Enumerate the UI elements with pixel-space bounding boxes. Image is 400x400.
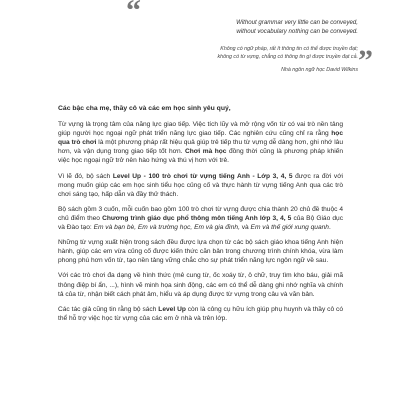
p1-text-e: đồng thời cũng là phương pháp khiến việc học ngoại ngữ trở nên hào hứng và thú vị hơn với trẻ. bbox=[58, 148, 343, 165]
p6-text-a: Các tác giả cũng tin rằng bộ sách bbox=[58, 305, 159, 313]
epigraph-quote bbox=[158, 2, 358, 73]
paragraph-1 bbox=[58, 120, 343, 165]
p1-bold-game-learning: học qua trò chơi bbox=[58, 130, 343, 147]
p3-text-c: của Bộ Giáo dục và Đào tạo: bbox=[58, 214, 343, 232]
p6-text-c: còn là công cụ hữu ích giúp phụ huynh và thầy cô có thể hỗ trợ việc học từ vựng của các em ở nhà và trên lớp. bbox=[58, 305, 343, 322]
quote-author: Nhà ngôn ngữ học David Wilkins bbox=[281, 67, 358, 74]
quote-vietnamese bbox=[158, 45, 358, 61]
quote-english-line-1: Without grammar very little can be conveyed, bbox=[236, 19, 358, 26]
quote-english bbox=[158, 18, 358, 37]
p3-text-e: và bbox=[239, 224, 251, 232]
quote-vietnamese-line-2: không có từ vựng, chẳng có thông tin gì được truyền đạt cả. bbox=[217, 54, 358, 61]
p3-bold-curriculum: Chương trình giáo dục phổ thông môn tiếng Anh lớp 3, 4, 5 bbox=[102, 214, 292, 222]
foreword-letter bbox=[58, 104, 343, 329]
p1-text-a: Từ vựng là trọng tâm của năng lực giao tiếp. Việc tích lũy và mở rộng vốn từ có vai trò nền tảng giúp người học ngoại ngữ phát triển năng lực giao tiếp. Các nghiên cứu cũng chỉ ra rằng bbox=[58, 121, 343, 138]
quote-english-line-2: without vocabulary nothing can be conveyed. bbox=[236, 28, 358, 36]
greeting: Các bậc cha mẹ, thầy cô và các em học sinh yêu quý, bbox=[58, 105, 231, 112]
paragraph-4: Những từ vựng xuất hiện trong sách đều được lựa chọn từ các bộ sách giáo khoa tiếng Anh hiện hành, giúp các em vừa củng cố được kiến thức căn bản trong chương trình chính khóa, vừa làm phong phú hơn vốn từ, tạo nền tảng vững chắc cho sự phát triển năng lực ngôn ngữ về sau. bbox=[58, 239, 343, 265]
p2-text-a: Vì lẽ đó, bộ sách bbox=[58, 172, 113, 180]
p3-text-g: . bbox=[328, 224, 331, 232]
p2-bold-book-title: Level Up - 100 trò chơi từ vựng tiếng Anh - Lớp 3, 4, 5 bbox=[112, 172, 293, 180]
p6-bold-level-up: Level Up bbox=[158, 305, 186, 313]
p3-italic-topics: Em và bạn bè, Em và trường học, Em và gia đình, bbox=[93, 224, 240, 232]
p3-italic-world: Em và thế giới xung quanh bbox=[250, 224, 329, 232]
paragraph-5: Với các trò chơi đa dạng về hình thức (mê cung từ, ốc xoáy từ, ô chữ, truy tìm kho báu, giải mã thông điệp bí ẩn, ...), hình vẽ minh họa sinh động, các em có thể dễ dàng ghi nhớ nghĩa và chính tả của từ, nhận biết cách phát âm, hiểu và áp dụng được từ vựng trong câu và văn bản. bbox=[58, 272, 343, 298]
open-quote-mark: “ bbox=[126, 0, 141, 27]
paragraph-3 bbox=[58, 205, 343, 232]
p1-bold-play-learn: Chơi mà học bbox=[184, 148, 227, 156]
p1-text-c: là một phương pháp rất hiệu quả giúp trẻ tiếp thu từ vựng dễ dàng hơn, ghi nhớ lâu hơn, và vận dụng trong giao tiếp tốt hơn. bbox=[58, 139, 344, 156]
close-quote-mark: ” bbox=[358, 44, 373, 77]
p3-text-a: Bộ sách gồm 3 cuốn, mỗi cuốn bao gồm 100 trò chơi từ vựng được chia thành 20 chủ đề thuộc 4 chủ điểm theo bbox=[58, 205, 343, 222]
paragraph-2 bbox=[58, 172, 343, 199]
paragraph-6 bbox=[58, 305, 343, 323]
quote-vietnamese-line-1: Không có ngữ pháp, rất ít thông tin có thể được truyền đạt; bbox=[220, 45, 358, 52]
p2-text-c: được ra đời với mong muốn giúp các em học sinh tiểu học củng cố và thực hành từ vựng tiếng Anh qua các trò chơi sáng tạo, hấp dẫn và đầy thử thách. bbox=[58, 172, 343, 198]
